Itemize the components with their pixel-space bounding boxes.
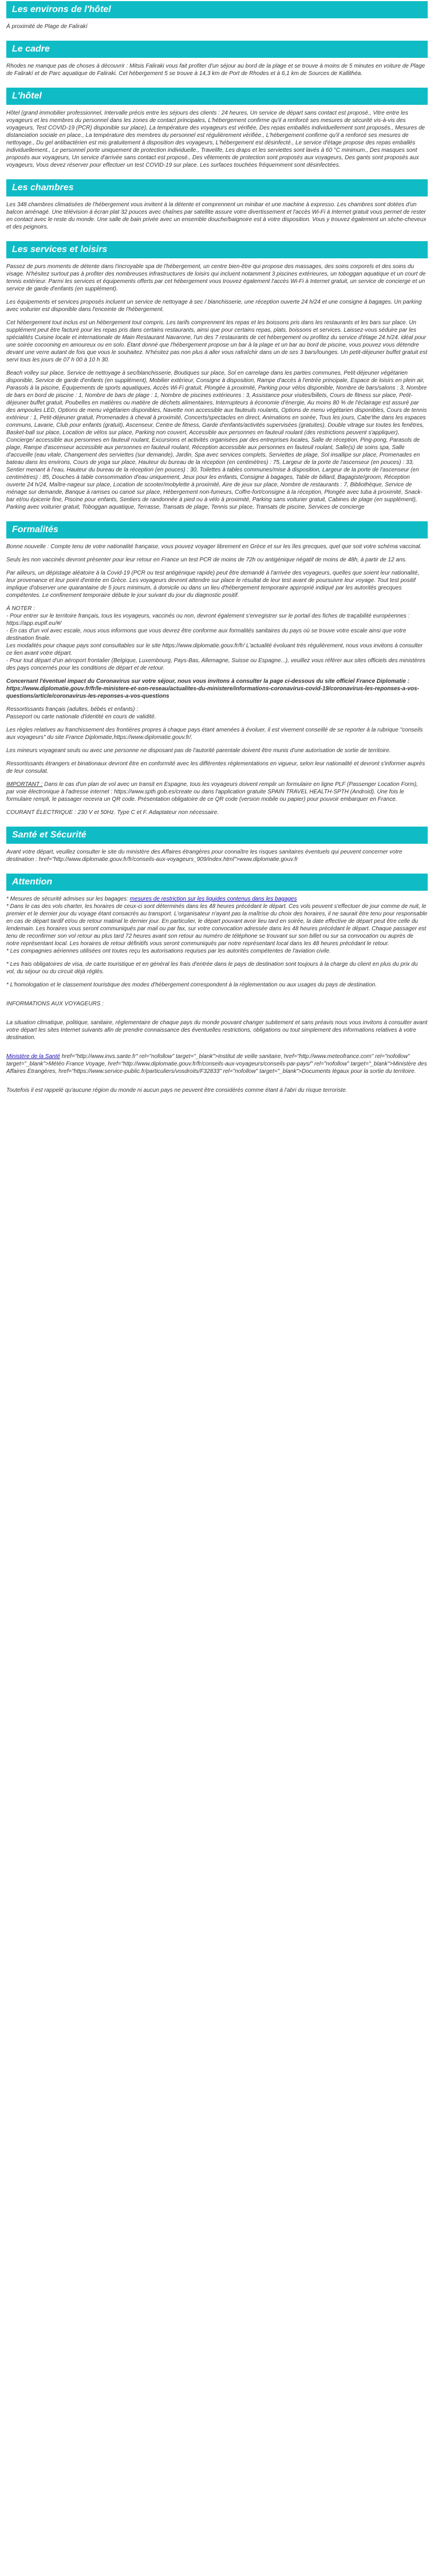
sante-text: Avant votre départ, veuillez consulter le site du ministère des Affaires étrangères pour connaître les risques sanitaires éventuels qui peuvent concerner votre destination : href="http://www.diplomatie.gouv.fr/fr/conseils-aux-voyageurs_909/index.html">www.diplomatie.gouv.fr bbox=[6, 849, 403, 863]
services-amenities-list: Beach volley sur place, Service de nettoyage à sec/blanchisserie, Boutiques sur place, Sol en carrelage dans les parties communes, Petit-déjeuner végétarien disponible, Service de garde d'enfants (en supplément), Mobilier extérieur, Consigne à disposition, Rampe d'accès à l'entrée principale, Espace de loisirs en plein air, Parasols à la piscine, Équipements de sports aquatiques, Accès Wi-Fi gratuit, Plongée à proximité, Parking pour vélos disponible, Nombre de bars/salons : 3, Nombre de bars en bord de piscine : 1, Nombre de bars de plage : 1, Nombre de piscines extérieures : 3, Assistance pour visites/billets, Cours de fitness sur place, Petit-déjeuner buffet gratuit, Poubelles en matières ou matière de déchets alimentaires, Interrupteurs à économie d'énergie, Au moins 80 % de l'éclairage est assuré par des ampoules LED, Options de menu végétarien disponibles, Navette non accessible aux fauteuils roulants, Options de menu végétarien disponibles, Cours de tennis extérieur : 1, Petit-déjeuner gratuit, Promenades à cheval à proximité, Concerts/spectacles en direct, Animations en soirée, Tous les jours, Cabe'the dans les espaces communs, Lavarie, Club pour enfants (gratuit), Ascenseur, Centre de fitness, Garde d'enfants/activités supervisées (gratuites), Double vitrage sur toutes les fenêtres, Basket-ball sur place, Location de vélos sur place, Parking non couvert, Accessible aux personnes en fauteuil roulant (des restrictions peuvent s'appliquer), Concierge/ accessible aux personnes en fauteuil roulant, Excursions et activités organisées par des entreprises locales, Salle de réception, Ping-pong, Parasols de plage, Rampe d'ascenseur accessible aux personnes en fauteuil roulant, Réception accessible aux personnes en fauteuil roulant, Salle(s) de soins spa, Salle d'accueille (eau vitale, Changement des serviettes (sur demande), Jardin, Spa avec services complets, Serviettes de plage, Sol insallipe sur place, Promenades en bateau dans les environs, Cours de yoga sur place, Hauteur du bureau de la réception (en centimètres) : 75, Largeur de la porte de l'ascenseur (en pouces) : 33, Sentier menant à l'eau, Hauteur du bureau de la réception (en pouces) : 30, Toilettes à tables communes/mise à disposition, Largeur de la porte de l'ascenseur (en centimètres) : 85, Douches à table consommation d'eau uniquement, Jeux pour les enfants, Consigne à bagages, Table de billard, Bagagiste/groom, Réception ouverte 24 h/24, Maître-nageur sur place, Location de scooter/mobylette à proximité, Aire de jeux sur place, Nombre de restaurants : 7, Bibliothèque, Service de ménage sur demande, Banque à ramses ou canoë sur place, Hébergement non-fumeurs, Coffre-fort/consigne à la réception, Plongée avec tuba à proximité, Snack-bar et/ou épicerie fine, Piscine pour enfants, Sentiers de randonnée à pied ou à vélo à proximité, Parking sans voiturier gratuit, Cabines de plage (en supplément), Parking avec voiturier gratuit, Toboggan aquatique, Terrasse, Transats de plage, Tennis sur place, Transats de piscine, Services de concierge bbox=[6, 370, 427, 510]
formalites-coronavirus-notice: Concernant l'éventuel impact du Coronavirus sur votre séjour, nous vous invitons à consulter la page ci-dessous du site officiel France Diplomatie : https://www.diplomatie.gouv.fr/fr/le-ministere-et-son-reseau/actualites-du-ministere/informations-coronavirus-covid-19/coronavirus-les-reponses-a-vos-questions/article/coronavirus-les-reponses-a-vos-questions bbox=[6, 678, 419, 699]
formalites-paragraph-1: Bonne nouvelle : Compte tenu de votre nationalité française, vous pouvez voyager librement en Grèce et sur les îles grecques, quel que soit votre schéma vaccinal. bbox=[6, 544, 422, 550]
section-title-cadre: Le cadre bbox=[6, 41, 428, 58]
attention-info-heading: INFORMATIONS AUX VOYAGEURS : bbox=[6, 1001, 104, 1007]
section-title-environs: Les environs de l'hôtel bbox=[6, 1, 428, 18]
section-chambres bbox=[6, 179, 428, 231]
hotel-text: Hôtel (grand immobilier professionnel, Intervalle précis entre les séjours des clients : 24 heures, Un service de départ sans contact est proposé., Vitre entre les voyageurs et les membres du personnel dans les zones de contact principales, L'hébergement confirme qu'il a renforcé ses mesures de sécurité vis-à-vis des voyageurs, Test COVID-19 (PCR) disponible sur place), La température des voyageurs est vérifiée, Des repas emballés individuellement sont proposés., Mesures de distanciation sociale en place., La température des membres du personnel est régulièrement vérifiée., L'hébergement confirme qu'il a renforcé ses mesures de nettoyage., Du gel antibactérien est mis gratuitement à disposition des voyageurs, L'hébergement est désinfecté., Le service d'étage propose des repas emballés individuellement., Le personnel porte uniquement de protection individuelle., Travelife, Les draps et les serviettes sont lavés à 60 °C minimum., Des masques sont proposés aux voyageurs, Un service d'arrivée sans contact est proposé., Des vêtements de protection sont proposés aux voyageurs, Des gants sont proposés aux voyageurs, Vous devez réserver pour effectuer un test COVID-19 sur place. Les surfaces touchées fréquemment sont désinfectées. bbox=[6, 110, 425, 168]
attention-fees: * Les frais obligatoires de visa, de carte touristique et en général les frais d'entrée dans le pays de destination sont toujours à la charge du client en plus du prix du vol, du séjour ou du circuit déjà réglés. bbox=[6, 961, 418, 975]
formalites-paragraph-2: Seuls les non vaccinés devront présenter pour leur retour en France un test PCR de moins de 72h ou antigénique négatif de moins de 48h, à partir de 12 ans. bbox=[6, 557, 407, 563]
formalites-paragraph-3: Par ailleurs, un dépistage aléatoire à la Covid-19 (PCR ou test antigénique rapide) peut être demandé à l'arrivée des voyageurs, quelles que soient leur nationalité, leur provenance et leur point d'entrée en Grèce. Les voyageurs devront attendre sur place le résultat de leur test avant de poursuivre leur voyage. Tout test positif implique d'observer une quarantaine de 5 jours minimum, à domicile ou dans un lieu d'hébergement temporaire approprié indiqué par les autorités grecques compétentes. Le confinement temporaire débute le jour suivant du jour du diagnostic positif. bbox=[6, 570, 420, 599]
formalites-note-3: Les modalités pour chaque pays sont consultables sur le site https://www.diplomatie.gouv.fr/fr/ L'actualité évoluant très régulièrement, nous vous invitons à consulter ce lien avant votre départ. bbox=[6, 643, 423, 656]
formalites-note-1: - Pour entrer sur le territoire français, tous les voyageurs, vaccinés ou non, devront également s'enregistrer sur le portail des fiches de traçabilité européennes : https://app.euplf.eu/#/ bbox=[6, 613, 410, 627]
attention-homologation: * L'homologation et le classement touristique des modes d'hébergement correspondent à la réglementation ou aux usages du pays de destination. bbox=[6, 982, 377, 988]
important-label: IMPORTANT : bbox=[6, 781, 43, 788]
formalites-note-2: - En cas d'un vol avec escale, nous vous informons que vous devrez être conforme aux formalités sanitaires du pays où se trouve votre escale ainsi que votre destination finale. bbox=[6, 628, 407, 642]
section-cadre bbox=[6, 41, 428, 77]
section-title-hotel: L'hôtel bbox=[6, 88, 428, 105]
formalites-note-heading: À NOTER : bbox=[6, 605, 35, 612]
page-content bbox=[0, 1, 434, 1109]
section-formalites bbox=[6, 521, 428, 816]
attention-links-text: href="http://www.invs.sante.fr" rel="nofollow" target="_blank">Institut de veille sanitaire, href="http://www.meteofrance.com" rel="nofollow" target="_blank">Météo France Voyage, href="http://www.diplomatie.gouv.fr/fr/conseils-aux-voyageurs/conseils-par-pays/" rel="nofollow" target="_blank">Ministère des Affaires Étrangères, href="https://www.service-public.fr/particuliers/vosdroits/F32833" rel="nofollow" target="_blank">Documents légaux pour la sortie du territoire. bbox=[6, 1053, 427, 1075]
section-services bbox=[6, 241, 428, 511]
formalites-paragraph-9: Ressortissants étrangers et binationaux devront être en conformité avec les différentes réglementations en vigueur, selon leur nationalité et devront s'informer auprès de leur consulat. bbox=[6, 761, 425, 774]
attention-charter: * Dans le cas des vols charter, les horaires de ceux-ci sont déterminés dans les 48 heures précédant le départ. Ces vols peuvent s'effectuer de jour comme de nuit, le premier et le dernier jour du voyage étant consacrés au transport. L'organisateur n'ayant pas la maîtrise du choix des horaires, il ne saurait être tenu pour responsable en cas de départ tardif et/ou de retour matinal le dernier jour. En particulier, le départ pouvant avoir lieu tard en soirée, la date effective de départ peut être celle du lendemain. Les horaires vous seront communiqués par mail ou par fax, sur votre convocation adressée dans les 48 heures précédant le départ. Chaque passager est tenu de reconfirmer son vol retour au plus tard 72 heures avant son retour au numéro de téléphone se trouvant sur son billet ou sur sa convocation ou auprès de notre représentant local. Les horaires de retour définitifs vous seront communiqués par notre représentant local dans les 48 heures précédant le retour. bbox=[6, 903, 428, 947]
formalites-electricity: COURANT ÉLECTRIQUE : 230 V et 50Hz. Type C et F. Adaptateur non nécessaire. bbox=[6, 809, 219, 816]
formalites-paragraph-8: Les mineurs voyageant seuls ou avec une personne ne disposant pas de l'autorité parentale doivent être munis d'une autorisation de sortie de territoire. bbox=[6, 748, 391, 754]
ministere-sante-link[interactable]: Ministère de la Santé bbox=[6, 1053, 60, 1060]
section-sante bbox=[6, 827, 428, 863]
spacer bbox=[6, 1081, 428, 1087]
attention-terrorism: Toutefois il est rappelé qu'aucune région du monde ni aucun pays ne peuvent être considérés comme étant à l'abri du risque terroriste. bbox=[6, 1087, 348, 1094]
spacer bbox=[6, 1047, 428, 1053]
section-title-services: Les services et loisirs bbox=[6, 241, 428, 258]
attention-bagages-text: * Mesures de sécurité admises sur les bagages: bbox=[6, 896, 130, 902]
section-title-formalites: Formalités bbox=[6, 521, 428, 538]
environs-text: À proximité de Plage de Falirakí bbox=[6, 23, 88, 30]
cadre-text: Rhodes ne manque pas de choses à découvrir : Mitsis Faliraki vous fait profiter d'un séjour au bord de la plage et se trouve à moins de 5 minutes en voiture de Plage de Falirakí et de Parc aquatique de Faliraki. Cet hébergement 5 se trouve à 14,3 km de Port de Rhodes et à 6,1 km de Sources de Kallithéa. bbox=[6, 63, 425, 77]
section-title-chambres: Les chambres bbox=[6, 179, 428, 196]
section-title-attention: Attention bbox=[6, 874, 428, 891]
formalites-important bbox=[6, 781, 428, 803]
spacer bbox=[6, 994, 428, 1000]
attention-airlines: * Les compagnies aériennes utilisées ont toutes reçu les autorisations requises par les autorités compétentes de l'aviation civile. bbox=[6, 948, 331, 954]
important-text: Dans le cas d'un plan de vol avec un transit en Espagne, tous les voyageurs doivent remplir un formulaire en ligne PLF (Passenger Location Form), par voie électronique à l'adresse internet : https://www.spth.gob.es/create ou dans l'application gratuite SPAIN TRAVEL HEALTH-SPTH (Android). Une fois le formulaire rempli, le passager recevra un QR code. Présentation obligatoire de ce QR code (version mobile ou papier) pour pouvoir embarquer en France. bbox=[6, 781, 418, 803]
attention-links bbox=[6, 1053, 428, 1075]
section-attention bbox=[6, 874, 428, 1094]
attention-situation: La situation climatique, politique, sanitaire, réglementaire de chaque pays du monde pouvant changer subitement et sans préavis nous vous invitons à consulter avant votre départ les sites Internet suivants afin de prendre connaissance des éventuelles restrictions, obligations ou tout simplement des informations relatives à votre destination. bbox=[6, 1020, 428, 1041]
formalites-nationals-heading: Ressortissants français (adultes, bébés et enfants) : bbox=[6, 706, 139, 713]
liquid-restrictions-link[interactable]: mesures de restriction sur les liquides contenus dans les bagages bbox=[129, 896, 297, 902]
formalites-nationals-text: Passeport ou carte nationale d'identité en cours de validité. bbox=[6, 714, 156, 720]
attention-bagages bbox=[6, 895, 428, 903]
section-environs bbox=[6, 1, 428, 30]
formalites-paragraph-7: Les règles relatives au franchissement des frontières propres à chaque pays étant amenées à évoluer, il est vivement conseillé de se reporter à la rubrique "conseils aux voyageurs" du site France Diplomatie,https://www.diplomatie.gouv.fr/. bbox=[6, 727, 423, 741]
chambres-text: Les 348 chambres climatisées de l'hébergement vous invitent à la détente et comprennent un minibar et une machine à expresso. Les chambres sont dotées d'un balcon aménagé. Une télévision à écran plat 32 pouces avec chaînes par satellite assure votre divertissement et l'accès Wi-Fi à Internet gratuit vous permet de rester en contact avec le reste du monde. Une salle de bain privée avec un ensemble douche/baignoire est à votre disposition. Vous y trouvez également un sèche-cheveux et des peignoirs. bbox=[6, 202, 427, 230]
section-title-sante: Santé et Sécurité bbox=[6, 827, 428, 844]
services-paragraph-1: Passez de purs moments de détente dans l'incroyable spa de l'hébergement, un centre bien-être qui propose des massages, des soins corporels et des soins du visage. N'hésitez surtout pas à profiter des nombreuses infrastructures de loisirs qui incluent notamment 3 piscines extérieures, un toboggan aquatique et un court de tennis extérieur. Parmi les services et équipements offerts par cet hébergement vous trouvez également l'accès Wi-Fi à Internet gratuit, un service de concierge et un service de garde d'enfants (en supplément). bbox=[6, 264, 426, 292]
spacer bbox=[6, 1013, 428, 1019]
services-paragraph-2: Les équipements et services proposés incluent un service de nettoyage à sec / blanchisserie, une réception ouverte 24 h/24 et une consigne à bagages. Un parking avec voiturier est disponible dans l'enceinte de l'hébergement. bbox=[6, 299, 422, 313]
services-paragraph-3: Cet hébergement tout inclus est un hébergement tout compris. Les tarifs comprennent les repas et les boissons pris dans les restaurants et les bars sur place. Un supplément peut être facturé pour les repas pris dans certains restaurants, ainsi que pour certains repas, plats, boissons et services. Laissez-vous séduire par les spécialités Cuisine locale et internationale de Main Restaurant Navarone, l'un des 7 restaurants de cet hébergement ou profitez du service d'étage 24 h/24. idéal pour une soirée cocooning en amoureux ou en solo. Étant donné que l'hébergement propose un bar à la plage et un bar au bord de piscine, vous pouvez vous détendre devant une verre autant de fois que vous le souhaitez. N'hésitez pas non plus à aller vous rafraîchir dans un de ses 3 bars/lounges. Un petit-déjeuner buffet gratuit est servi tous les jours de 07 h 00 à 10 h 30. bbox=[6, 320, 428, 363]
section-hotel bbox=[6, 88, 428, 169]
formalites-note-4: - Pour tout départ d'un aéroport frontalier (Belgique, Luxembourg, Pays-Bas, Allemagne, Suisse ou Espagne...), veuillez vous référer aux sites officiels des ministères des pays concernés pour les conditions de départ et de retour. bbox=[6, 658, 425, 671]
